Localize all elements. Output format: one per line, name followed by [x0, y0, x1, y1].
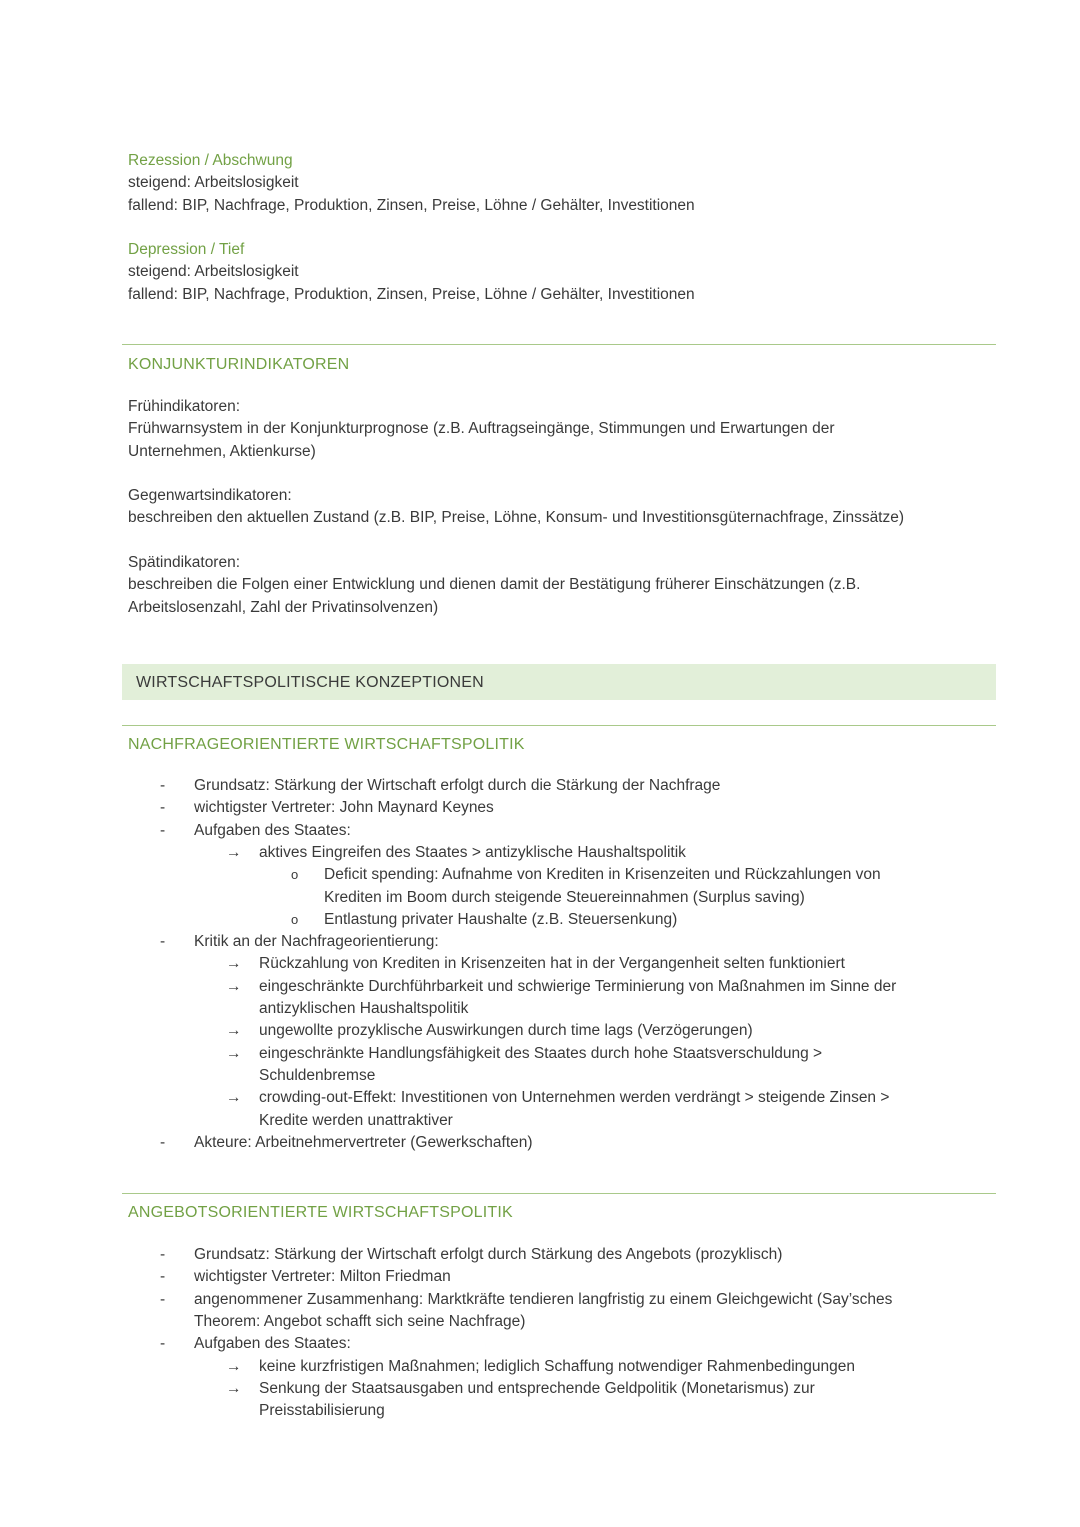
circle-bullet-icon: o: [291, 867, 299, 883]
indikator-text: beschreiben den aktuellen Zustand (z.B. BIP, Preise, Löhne, Konsum- und Investitionsgüternachfrage, Zinssätze): [128, 509, 905, 527]
indikator-spaet: [128, 552, 958, 619]
list-subitem: → aktives Eingreifen des Staates > antizyklische Haushaltspolitik: [0, 842, 1080, 864]
indikator-text: Unternehmen, Aktienkurse): [128, 442, 316, 460]
section-banner: [122, 664, 996, 700]
section-title-angebot: ANGEBOTSORIENTIERTE WIRTSCHAFTSPOLITIK: [128, 1204, 513, 1221]
arrow-icon: →: [226, 1022, 242, 1040]
indikator-frueh: [128, 396, 958, 463]
list-subitem-cont: Schuldenbremse: [259, 1066, 376, 1084]
indikator-text: Arbeitslosenzahl, Zahl der Privatinsolvenzen): [128, 598, 439, 616]
section-title-konjunkturindikatoren: KONJUNKTURINDIKATOREN: [128, 356, 350, 373]
section-divider: [122, 344, 996, 345]
indikator-text: beschreiben die Folgen einer Entwicklung und dienen damit der Bestätigung früherer Einschätzungen (z.B.: [128, 576, 861, 594]
list-subitem: → Senkung der Staatsausgaben und entsprechende Geldpolitik (Monetarismus) zur: [0, 1378, 1080, 1400]
list-subitem: → ungewollte prozyklische Auswirkungen durch time lags (Verzögerungen): [0, 1020, 1080, 1042]
list-subsubitem: o Deficit spending: Aufnahme von Krediten in Krisenzeiten und Rückzahlungen von: [0, 864, 1080, 886]
phase-fallend: fallend: BIP, Nachfrage, Produktion, Zinsen, Preise, Löhne / Gehälter, Investitionen: [128, 285, 695, 303]
list-item: - wichtigster Vertreter: John Maynard Keynes: [160, 799, 494, 817]
section-title-nachfrage: NACHFRAGEORIENTIERTE WIRTSCHAFTSPOLITIK: [128, 736, 525, 753]
phase-title: Depression / Tief: [128, 241, 245, 258]
indikator-text: Frühwarnsystem in der Konjunkturprognose (z.B. Auftragseingänge, Stimmungen und Erwartungen der: [128, 420, 835, 438]
phase-steigend: steigend: Arbeitslosigkeit: [128, 263, 299, 281]
banner-title: WIRTSCHAFTSPOLITISCHE KONZEPTIONEN: [136, 674, 484, 691]
list-subitem-cont: Preisstabilisierung: [259, 1402, 385, 1420]
phase-steigend: steigend: Arbeitslosigkeit: [128, 174, 299, 192]
phase-title: Rezession / Abschwung: [128, 152, 293, 169]
section-divider: [122, 1193, 996, 1194]
phase-fallend: fallend: BIP, Nachfrage, Produktion, Zinsen, Preise, Löhne / Gehälter, Investitionen: [128, 196, 695, 214]
list-subitem-cont: Kredite werden unattraktiver: [259, 1111, 453, 1129]
list-item: - angenommener Zusammenhang: Marktkräfte tendieren langfristig zu einem Gleichgewicht (Say’sches: [160, 1290, 893, 1308]
arrow-icon: →: [226, 843, 242, 861]
arrow-icon: →: [226, 1379, 242, 1397]
list-item: - Grundsatz: Stärkung der Wirtschaft erfolgt durch die Stärkung der Nachfrage: [160, 777, 721, 794]
arrow-icon: →: [226, 1089, 242, 1107]
arrow-icon: →: [226, 1357, 242, 1375]
indikator-label: Spätindikatoren:: [128, 554, 241, 571]
list-subitem: → eingeschränkte Durchführbarkeit und schwierige Terminierung von Maßnahmen im Sinne der: [0, 976, 1080, 998]
list-subsubitem-cont: Krediten im Boom durch steigende Steuereinnahmen (Surplus saving): [324, 888, 805, 906]
list-item: - Kritik an der Nachfrageorientierung:: [160, 933, 439, 951]
list-item: - Grundsatz: Stärkung der Wirtschaft erfolgt durch Stärkung des Angebots (prozyklisch): [160, 1246, 783, 1263]
list-subitem: → crowding-out-Effekt: Investitionen von Unternehmen werden verdrängt > steigende Zinsen >: [0, 1087, 1080, 1109]
indikator-label: Gegenwartsindikatoren:: [128, 487, 292, 504]
list-subsubitem: o Entlastung privater Haushalte (z.B. Steuersenkung): [0, 909, 1080, 931]
phase-depression: [128, 239, 958, 306]
section-divider: [122, 725, 996, 726]
list-item: - Aufgaben des Staates:: [160, 1335, 351, 1353]
list-item: - Akteure: Arbeitnehmervertreter (Gewerkschaften): [160, 1133, 533, 1151]
arrow-icon: →: [226, 955, 242, 973]
list-subitem-cont: antizyklischen Haushaltspolitik: [259, 1000, 469, 1017]
indikator-label: Frühindikatoren:: [128, 398, 241, 415]
list-item: - Aufgaben des Staates:: [160, 821, 351, 839]
arrow-icon: →: [226, 977, 242, 995]
list-item: - wichtigster Vertreter: Milton Friedman: [160, 1268, 451, 1286]
arrow-icon: →: [226, 1044, 242, 1062]
circle-bullet-icon: o: [291, 911, 299, 927]
phase-rezession: [128, 150, 958, 217]
list-subitem: → eingeschränkte Handlungsfähigkeit des Staates durch hohe Staatsverschuldung >: [0, 1043, 1080, 1065]
indikator-gegenwart: [128, 485, 958, 530]
list-subitem: → Rückzahlung von Krediten in Krisenzeiten hat in der Vergangenheit selten funktioniert: [0, 953, 1080, 975]
list-subitem: → keine kurzfristigen Maßnahmen; lediglich Schaffung notwendiger Rahmenbedingungen: [0, 1356, 1080, 1378]
list-item-cont: Theorem: Angebot schafft sich seine Nachfrage): [194, 1312, 526, 1330]
